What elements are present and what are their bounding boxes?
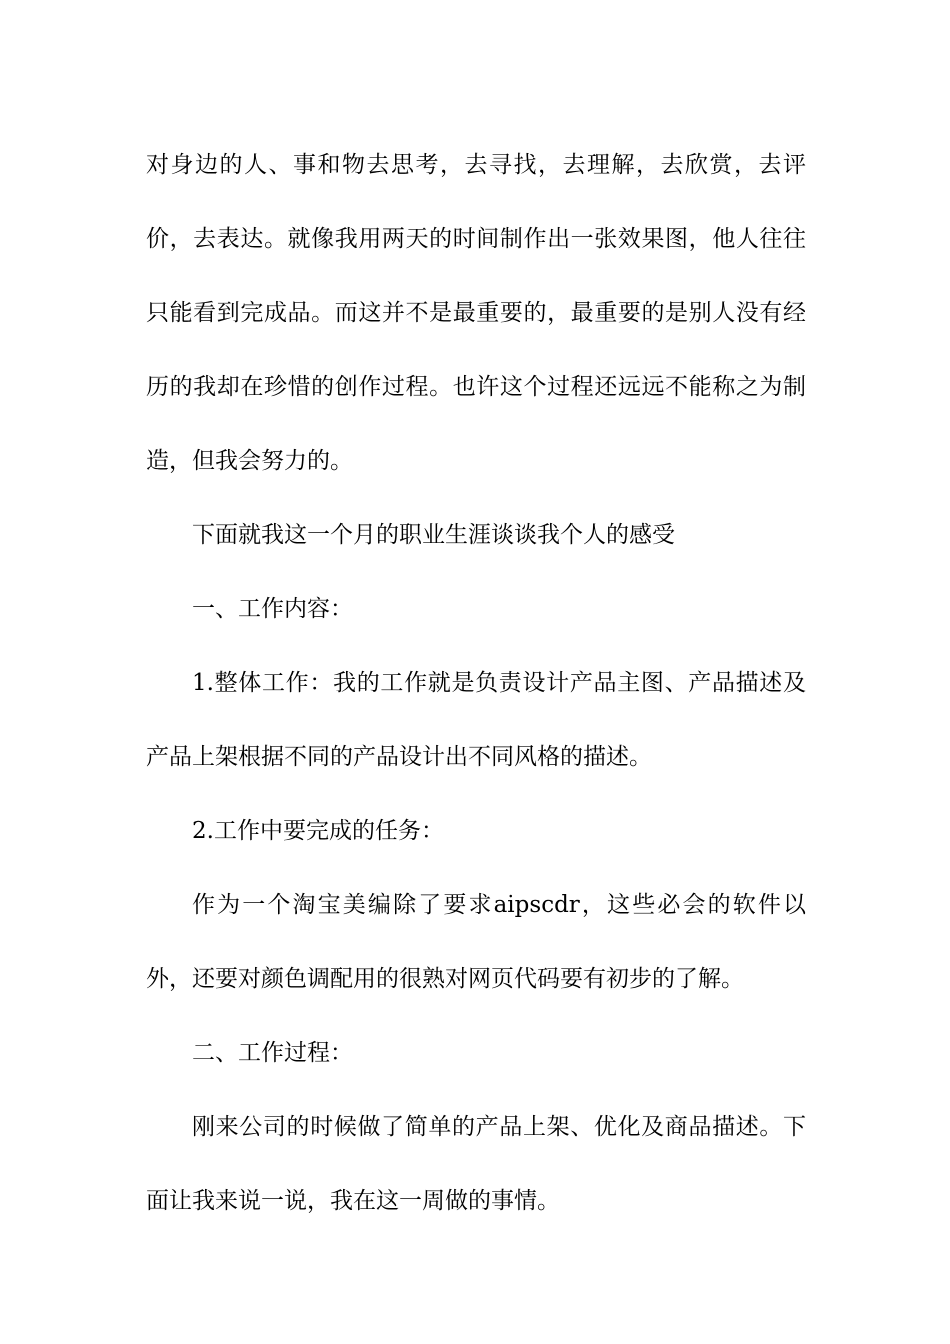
paragraph-intro: 下面就我这一个月的职业生涯谈谈我个人的感受 xyxy=(192,522,675,548)
paragraph-reflection: 对身边的人、事和物去思考，去寻找，去理解，去欣赏，去评价，去表达。就像我用两天的时间制作出一张效果图，他人往往只能看到完成品。而这并不是最重要的，最重要的是别人没有经历的我却在珍惜的创作过程。也许这个过程还远远不能称之为制造，但我会努力的。 xyxy=(146,152,806,474)
heading-work-process: 二、工作过程： xyxy=(192,1040,353,1066)
heading-work-content: 一、工作内容： xyxy=(192,596,353,622)
paragraph-first-week: 刚来公司的时候做了简单的产品上架、优化及商品描述。下面让我来说一说，我在这一周做的事情。 xyxy=(146,1114,806,1214)
paragraph-requirements: 作为一个淘宝美编除了要求aipscdr，这些必会的软件以外，还要对颜色调配用的很熟对网页代码要有初步的了解。 xyxy=(146,892,806,992)
document-body xyxy=(146,128,806,1238)
paragraph-overall-work: 1.整体工作：我的工作就是负责设计产品主图、产品描述及产品上架根据不同的产品设计出不同风格的描述。 xyxy=(146,670,806,770)
heading-tasks: 2.工作中要完成的任务： xyxy=(192,818,444,844)
